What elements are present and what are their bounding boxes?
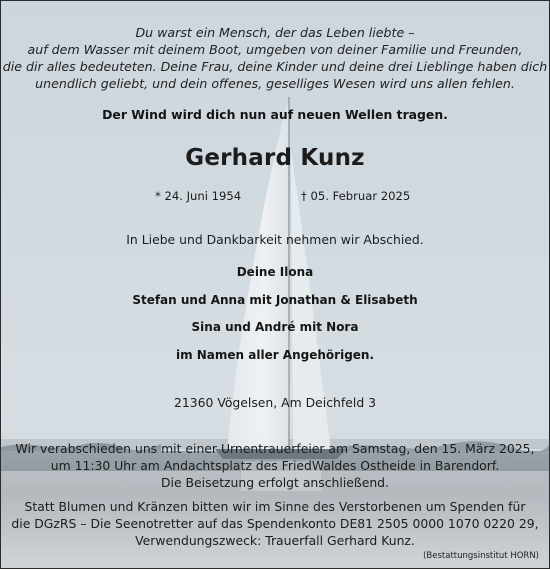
birth-date: * 24. Juni 1954: [155, 189, 242, 203]
family-line-4: im Namen aller Angehörigen.: [175, 348, 375, 362]
ceremony-line-3: Die Beisetzung erfolgt anschließend.: [161, 475, 389, 490]
intro-line-3: die dir alles bedeuteten. Deine Frau, deine Kinder und deine drei Lieblinge haben dich: [2, 59, 548, 74]
farewell-text: In Liebe und Dankbarkeit nehmen wir Abschied.: [126, 232, 424, 247]
donation-line-3: Verwendungszweck: Trauerfall Gerhard Kunz.: [135, 533, 415, 548]
motto: Der Wind wird dich nun auf neuen Wellen tragen.: [102, 107, 448, 122]
family-line-1: Deine Ilona: [236, 265, 314, 279]
address: 21360 Vögelsen, Am Deichfeld 3: [173, 395, 377, 410]
intro-line-2: auf dem Wasser mit deinem Boot, umgeben von deiner Familie und Freunden,: [27, 42, 523, 57]
intro-line-4: unendlich geliebt, und dein offenes, geselliges Wesen wird uns allen fehlen.: [35, 76, 515, 91]
death-date: † 05. Februar 2025: [301, 189, 411, 203]
funeral-home-credit: (Bestattungsinstitut HORN): [423, 551, 539, 561]
family-line-2: Stefan und Anna mit Jonathan & Elisabeth: [132, 293, 418, 307]
notice-text: [1, 1, 549, 568]
donation-line-2: die DGzRS – Die Seenotretter auf das Spendenkonto DE81 2505 0000 1070 0220 29,: [11, 516, 539, 531]
family-line-3: Sina und André mit Nora: [191, 320, 359, 334]
intro-line-1: Du warst ein Mensch, der das Leben liebte –: [135, 25, 415, 40]
deceased-name: Gerhard Kunz: [185, 145, 365, 171]
donation-line-1: Statt Blumen und Kränzen bitten wir im Sinne des Verstorbenen um Spenden für: [24, 499, 526, 514]
ceremony-line-2: um 11:30 Uhr am Andachtsplatz des FriedWaldes Ostheide in Barendorf.: [50, 458, 500, 473]
ceremony-line-1: Wir verabschieden uns mit einer Urnentrauerfeier am Samstag, den 15. März 2025,: [15, 441, 535, 456]
